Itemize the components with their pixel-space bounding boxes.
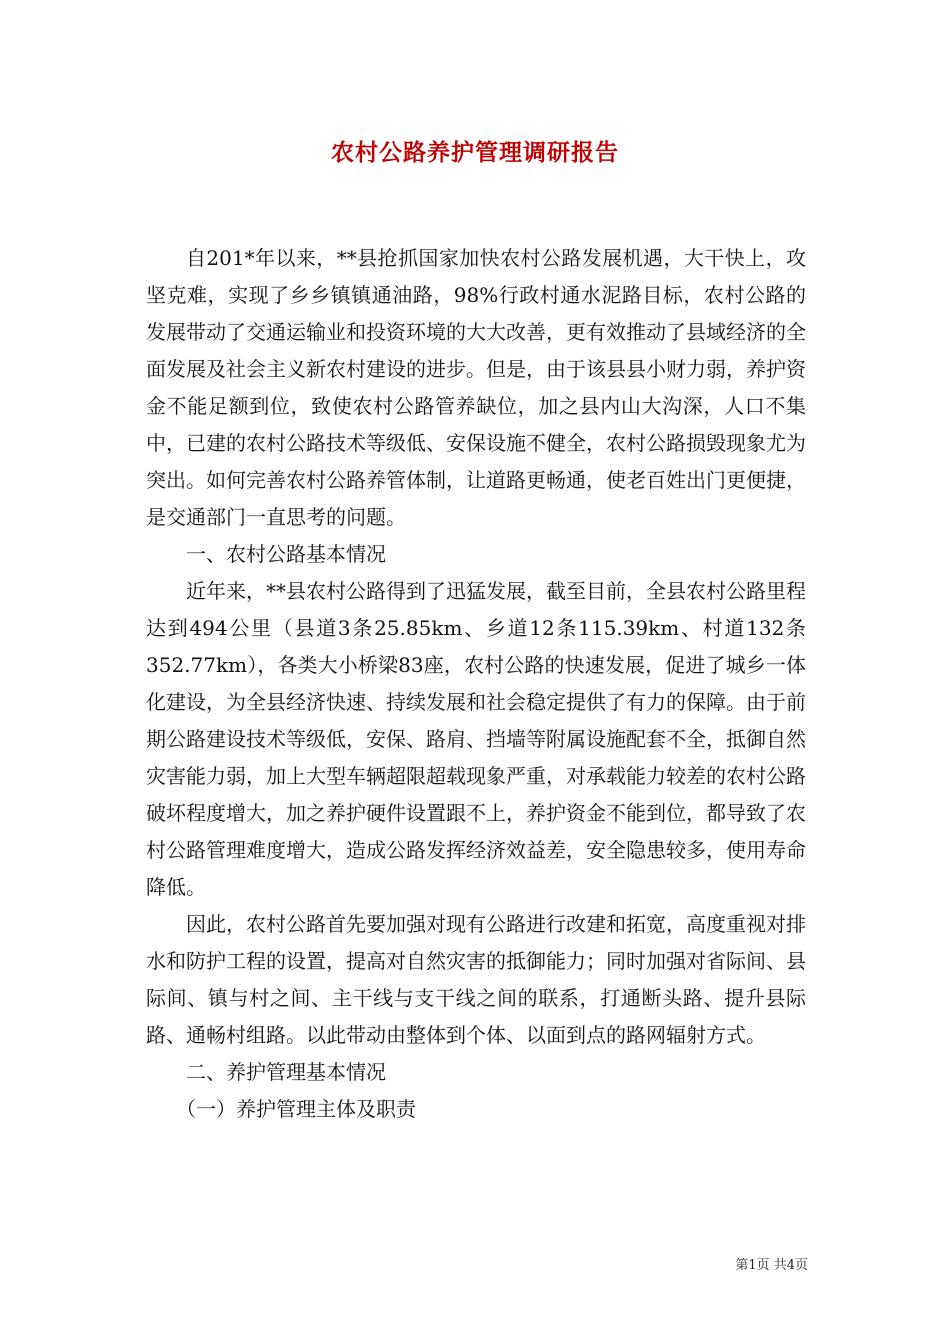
section-heading-2: 二、养护管理基本情况 [186, 1060, 386, 1084]
document-body [146, 240, 806, 1128]
paragraph-therefore: 因此，农村公路首先要加强对现有公路进行改建和拓宽，高度重视对排水和防护工程的设置，提高对自然灾害的抵御能力；同时加强对省际间、县际间、镇与村之间、主干线与支干线之间的联系，打通断头路、提升县际路、通畅村组路。以此带动由整体到个体、以面到点的路网辐射方式。 [146, 912, 806, 1047]
page-number-footer: 第1页 共4页 [735, 1258, 808, 1273]
document-title: 农村公路养护管理调研报告 [331, 139, 619, 166]
section-heading-1: 一、农村公路基本情况 [186, 542, 386, 566]
paragraph-intro: 自201*年以来，**县抢抓国家加快农村公路发展机遇，大干快上，攻坚克难，实现了乡乡镇镇通油路，98%行政村通水泥路目标，农村公路的发展带动了交通运输业和投资环境的大大改善，更有效推动了县域经济的全面发展及社会主义新农村建设的进步。但是，由于该县县小财力弱，养护资金不能足额到位，致使农村公路管养缺位，加之县内山大沟深，人口不集中，已建的农村公路技术等级低、安保设施不健全，农村公路损毁现象尤为突出。如何完善农村公路养管体制，让道路更畅通，使老百姓出门更便捷，是交通部门一直思考的问题。 [146, 246, 806, 529]
paragraph-basic-situation: 近年来，**县农村公路得到了迅猛发展，截至目前，全县农村公路里程达到494公里（县道3条25.85km、乡道12条115.39km、村道132条352.77km），各类大小桥梁83座，农村公路的快速发展，促进了城乡一体化建设，为全县经济快速、持续发展和社会稳定提供了有力的保障。由于前期公路建设技术等级低，安保、路肩、挡墙等附属设施配套不全，抵御自然灾害能力弱，加上大型车辆超限超载现象严重，对承载能力较差的农村公路破坏程度增大，加之养护硬件设置跟不上，养护资金不能到位，都导致了农村公路管理难度增大，造成公路发挥经济效益差，安全隐患较多，使用寿命降低。 [146, 579, 806, 899]
subsection-heading-2-1: （一）养护管理主体及职责 [176, 1097, 416, 1121]
